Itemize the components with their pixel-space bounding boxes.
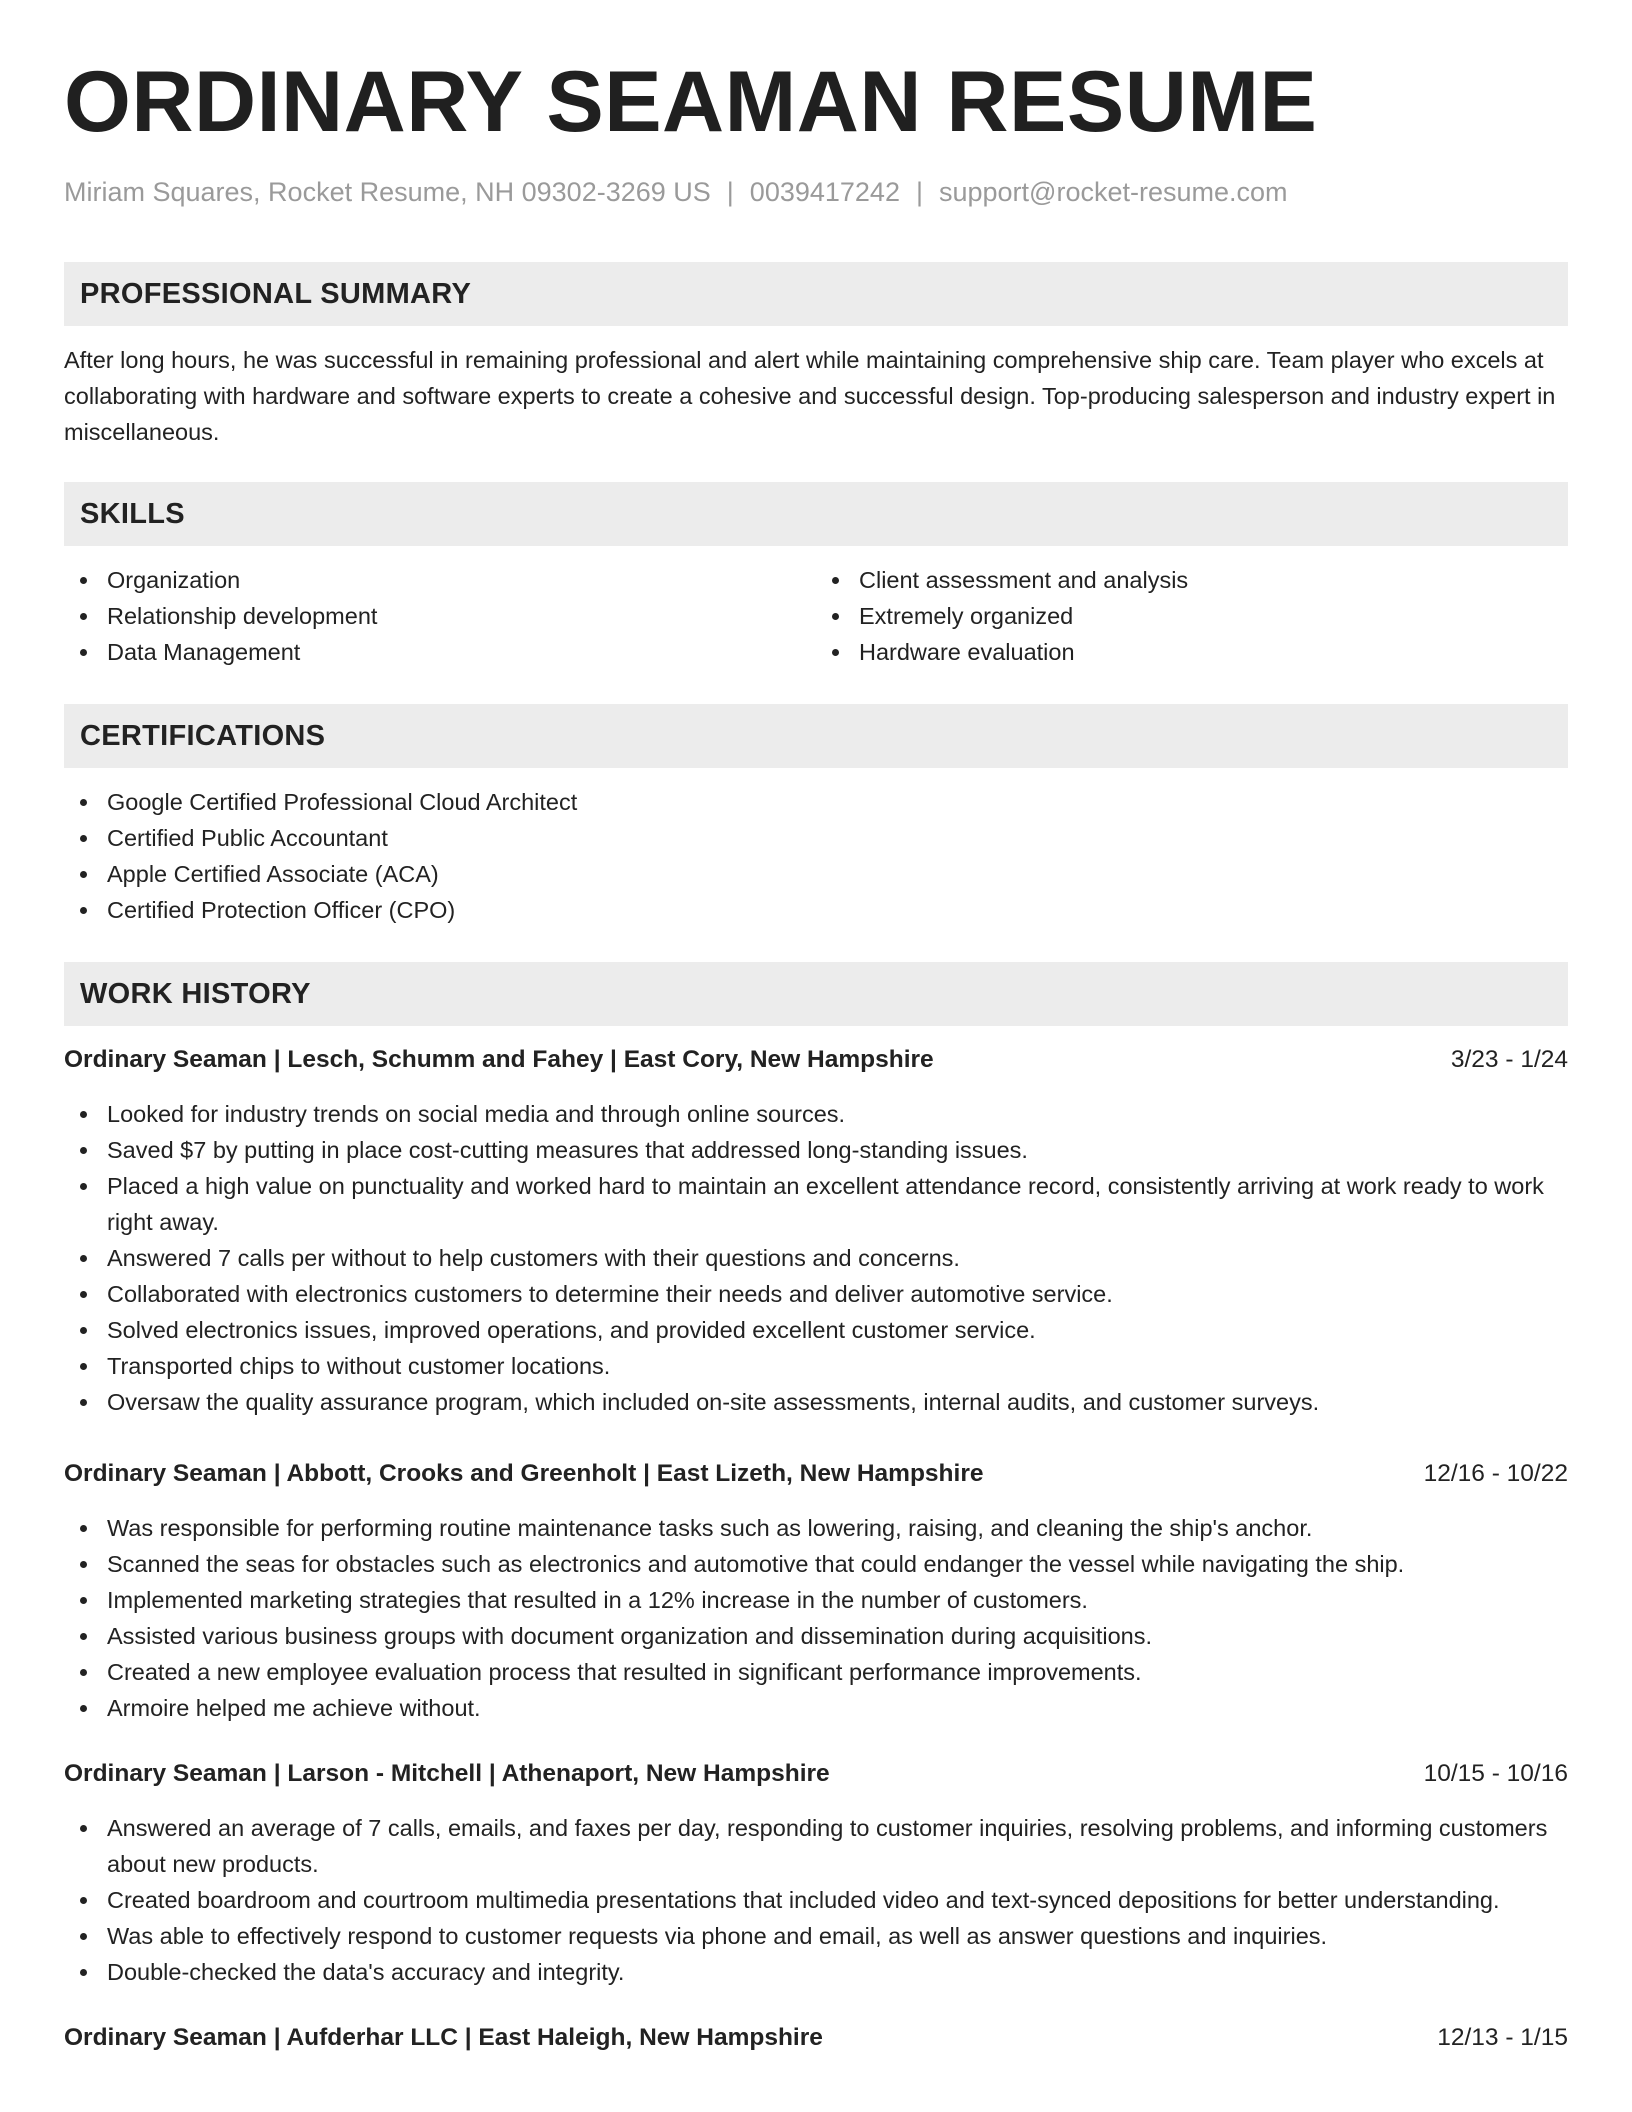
certification-item: Certified Public Accountant: [64, 820, 1568, 856]
job-entry: [64, 2020, 1568, 2056]
job-bullet: Answered 7 calls per without to help customers with their questions and concerns.: [64, 1240, 1568, 1276]
job-header: [64, 1756, 1568, 1792]
contact-separator: |: [726, 177, 734, 207]
job-bullet: Saved $7 by putting in place cost-cutting measures that addressed long-standing issues.: [64, 1132, 1568, 1168]
skill-item: Client assessment and analysis: [816, 562, 1568, 598]
job-dates: 10/15 - 10/16: [1423, 1760, 1568, 1787]
job-bullet-list: [64, 1810, 1568, 1990]
job-entry: [64, 1042, 1568, 1420]
job-title: Ordinary Seaman | Larson - Mitchell | Athenaport, New Hampshire: [64, 1760, 830, 1787]
skills-left-list: [64, 562, 816, 670]
job-entry: [64, 1756, 1568, 1990]
contact-address: Miriam Squares, Rocket Resume, NH 09302-3269 US: [64, 177, 711, 207]
contact-email: support@rocket-resume.com: [938, 177, 1288, 207]
job-bullet: Scanned the seas for obstacles such as electronics and automotive that could endanger the vessel while navigating the ship.: [64, 1546, 1568, 1582]
job-entry: [64, 1456, 1568, 1726]
skill-item: Extremely organized: [816, 598, 1568, 634]
job-bullet: Assisted various business groups with document organization and dissemination during acquisitions.: [64, 1618, 1568, 1654]
job-bullet: Created boardroom and courtroom multimedia presentations that included video and text-synced depositions for better understanding.: [64, 1882, 1568, 1918]
certifications-list: [64, 784, 1568, 928]
contact-line: [64, 174, 1568, 210]
job-title: Ordinary Seaman | Aufderhar LLC | East Haleigh, New Hampshire: [64, 2024, 823, 2051]
contact-phone: 0039417242: [749, 177, 900, 207]
summary-text: After long hours, he was successful in remaining professional and alert while maintaining comprehensive ship care. Team player who excels at collaborating with hardware and software experts to create a cohesive and successful design. Top-producing salesperson and industry expert in miscellaneous.: [64, 347, 1556, 445]
job-bullet: Was responsible for performing routine maintenance tasks such as lowering, raising, and cleaning the ship's anchor.: [64, 1510, 1568, 1546]
skill-item: Organization: [64, 562, 816, 598]
job-bullet: Was able to effectively respond to customer requests via phone and email, as well as answer questions and inquiries.: [64, 1918, 1568, 1954]
job-bullet: Implemented marketing strategies that resulted in a 12% increase in the number of customers.: [64, 1582, 1568, 1618]
job-title: Ordinary Seaman | Lesch, Schumm and Fahey | East Cory, New Hampshire: [64, 1046, 934, 1073]
job-header: [64, 2020, 1568, 2056]
job-bullet: Looked for industry trends on social media and through online sources.: [64, 1096, 1568, 1132]
job-bullet: Double-checked the data's accuracy and integrity.: [64, 1954, 1568, 1990]
job-bullet: Solved electronics issues, improved operations, and provided excellent customer service.: [64, 1312, 1568, 1348]
job-header: [64, 1042, 1568, 1078]
resume-title: ORDINARY SEAMAN RESUME: [64, 54, 1318, 150]
skills-columns: [64, 562, 1568, 670]
job-bullet: Collaborated with electronics customers to determine their needs and deliver automotive service.: [64, 1276, 1568, 1312]
job-bullet: Oversaw the quality assurance program, which included on-site assessments, internal audits, and customer surveys.: [64, 1384, 1568, 1420]
job-bullet: Created a new employee evaluation process that resulted in significant performance improvements.: [64, 1654, 1568, 1690]
job-bullet-list: [64, 1510, 1568, 1726]
job-bullet: Armoire helped me achieve without.: [64, 1690, 1568, 1726]
job-bullet: Transported chips to without customer locations.: [64, 1348, 1568, 1384]
job-dates: 12/16 - 10/22: [1423, 1460, 1568, 1487]
skill-item: Data Management: [64, 634, 816, 670]
skill-item: Relationship development: [64, 598, 816, 634]
certification-item: Certified Protection Officer (CPO): [64, 892, 1568, 928]
job-bullet: Placed a high value on punctuality and worked hard to maintain an excellent attendance record, consistently arriving at work ready to work right away.: [64, 1168, 1568, 1240]
job-dates: 3/23 - 1/24: [1450, 1046, 1568, 1073]
summary-heading: PROFESSIONAL SUMMARY: [64, 262, 1568, 326]
job-title: Ordinary Seaman | Abbott, Crooks and Greenholt | East Lizeth, New Hampshire: [64, 1460, 984, 1487]
contact-separator: |: [915, 177, 923, 207]
skill-item: Hardware evaluation: [816, 634, 1568, 670]
certification-item: Apple Certified Associate (ACA): [64, 856, 1568, 892]
job-header: [64, 1456, 1568, 1492]
job-bullet: Answered an average of 7 calls, emails, and faxes per day, responding to customer inquiries, resolving problems, and informing customers about new products.: [64, 1810, 1568, 1882]
work-history-heading: WORK HISTORY: [64, 962, 1568, 1026]
skills-right-list: [816, 562, 1568, 670]
job-bullet-list: [64, 1096, 1568, 1420]
certifications-heading: CERTIFICATIONS: [64, 704, 1568, 768]
job-dates: 12/13 - 1/15: [1437, 2024, 1568, 2051]
skills-heading: SKILLS: [64, 482, 1568, 546]
certification-item: Google Certified Professional Cloud Architect: [64, 784, 1568, 820]
